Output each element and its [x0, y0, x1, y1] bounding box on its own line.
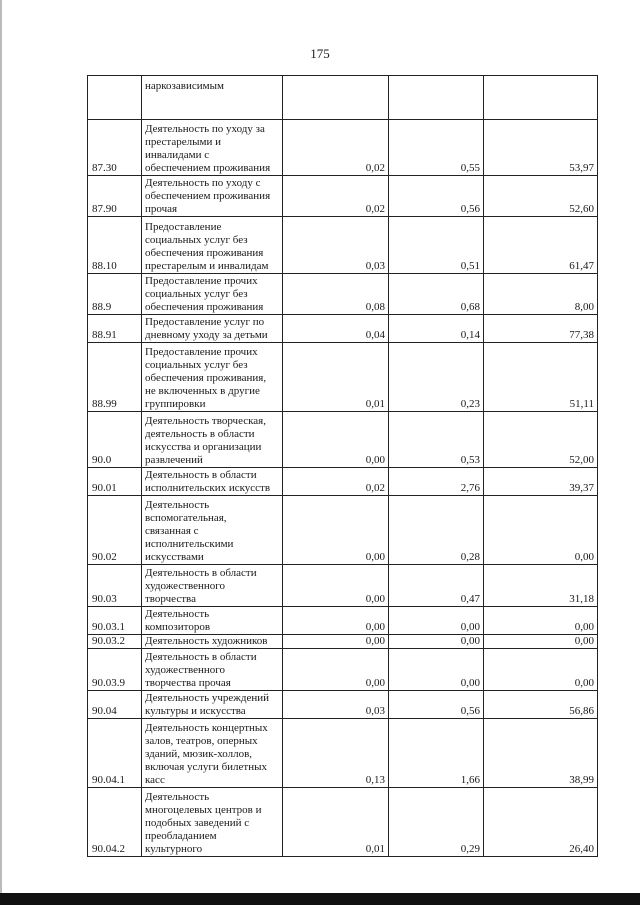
value-cell-1: 0,02	[283, 468, 389, 496]
scan-bottom-bar	[0, 893, 640, 905]
code-cell: 88.99	[88, 343, 142, 412]
code-cell: 88.9	[88, 274, 142, 315]
value-cell-3: 51,11	[484, 343, 598, 412]
value-cell-3: 0,00	[484, 649, 598, 691]
table-row	[88, 120, 598, 176]
table-row	[88, 412, 598, 468]
value-cell-3: 52,00	[484, 412, 598, 468]
value-cell-2: 0,14	[389, 315, 484, 343]
name-cell: наркозависимым	[142, 76, 283, 120]
value-cell-2: 1,66	[389, 719, 484, 788]
scan-left-edge	[0, 0, 2, 905]
value-cell-3: 31,18	[484, 565, 598, 607]
table-row	[88, 343, 598, 412]
value-cell-1: 0,03	[283, 217, 389, 274]
code-cell: 90.02	[88, 496, 142, 565]
value-cell-2: 0,56	[389, 176, 484, 217]
name-cell: Предоставление социальных услуг без обеспечения проживания престарелым и инвалидам	[142, 217, 283, 274]
value-cell-2: 0,29	[389, 788, 484, 857]
name-cell: Деятельность вспомогательная, связанная с исполнительскими искусствами	[142, 496, 283, 565]
name-cell: Деятельность художников	[142, 635, 283, 649]
table-row	[88, 788, 598, 857]
name-cell: Деятельность по уходу за престарелыми и инвалидами с обеспечением проживания	[142, 120, 283, 176]
table-row	[88, 565, 598, 607]
name-cell: Деятельность композиторов	[142, 607, 283, 635]
table-row	[88, 691, 598, 719]
value-cell-3: 56,86	[484, 691, 598, 719]
value-cell-1: 0,00	[283, 649, 389, 691]
code-cell: 90.03.1	[88, 607, 142, 635]
value-cell-2: 0,23	[389, 343, 484, 412]
name-cell: Деятельность творческая, деятельность в области искусства и организации развлечений	[142, 412, 283, 468]
code-cell: 90.03.9	[88, 649, 142, 691]
table-row	[88, 607, 598, 635]
table-row	[88, 496, 598, 565]
value-cell-3	[484, 76, 598, 120]
code-cell: 90.04	[88, 691, 142, 719]
code-cell: 90.04.2	[88, 788, 142, 857]
value-cell-2: 0,53	[389, 412, 484, 468]
name-cell: Предоставление прочих социальных услуг без обеспечения проживания	[142, 274, 283, 315]
value-cell-2: 0,28	[389, 496, 484, 565]
value-cell-1: 0,00	[283, 607, 389, 635]
table-row	[88, 719, 598, 788]
page-number: 175	[310, 46, 330, 61]
table-row	[88, 315, 598, 343]
value-cell-1: 0,01	[283, 343, 389, 412]
name-cell: Деятельность в области художественного творчества	[142, 565, 283, 607]
table-row	[88, 649, 598, 691]
value-cell-3: 0,00	[484, 635, 598, 649]
value-cell-2: 0,00	[389, 635, 484, 649]
value-cell-2: 0,55	[389, 120, 484, 176]
value-cell-1: 0,08	[283, 274, 389, 315]
value-cell-3: 26,40	[484, 788, 598, 857]
value-cell-1: 0,03	[283, 691, 389, 719]
table-row	[88, 274, 598, 315]
name-cell: Предоставление услуг по дневному уходу за детьми	[142, 315, 283, 343]
value-cell-1: 0,00	[283, 412, 389, 468]
code-cell: 90.03.2	[88, 635, 142, 649]
table-row	[88, 635, 598, 649]
code-cell: 88.91	[88, 315, 142, 343]
value-cell-3: 38,99	[484, 719, 598, 788]
value-cell-1: 0,01	[283, 788, 389, 857]
value-cell-3: 77,38	[484, 315, 598, 343]
value-cell-3: 61,47	[484, 217, 598, 274]
code-cell	[88, 76, 142, 120]
value-cell-2: 0,68	[389, 274, 484, 315]
value-cell-1: 0,13	[283, 719, 389, 788]
value-cell-1: 0,00	[283, 496, 389, 565]
table-row	[88, 76, 598, 120]
code-cell: 90.01	[88, 468, 142, 496]
name-cell: Предоставление прочих социальных услуг без обеспечения проживания, не включенных в другие группировки	[142, 343, 283, 412]
value-cell-2: 2,76	[389, 468, 484, 496]
value-cell-3: 39,37	[484, 468, 598, 496]
data-table	[87, 75, 598, 857]
name-cell: Деятельность в области художественного творчества прочая	[142, 649, 283, 691]
value-cell-3: 52,60	[484, 176, 598, 217]
value-cell-3: 8,00	[484, 274, 598, 315]
code-cell: 90.0	[88, 412, 142, 468]
value-cell-2: 0,00	[389, 607, 484, 635]
code-cell: 90.03	[88, 565, 142, 607]
value-cell-1: 0,00	[283, 635, 389, 649]
value-cell-2: 0,56	[389, 691, 484, 719]
code-cell: 88.10	[88, 217, 142, 274]
value-cell-3: 53,97	[484, 120, 598, 176]
name-cell: Деятельность в области исполнительских искусств	[142, 468, 283, 496]
code-cell: 87.90	[88, 176, 142, 217]
value-cell-2: 0,00	[389, 649, 484, 691]
value-cell-2: 0,51	[389, 217, 484, 274]
name-cell: Деятельность по уходу с обеспечением проживания прочая	[142, 176, 283, 217]
table-row	[88, 468, 598, 496]
value-cell-2: 0,47	[389, 565, 484, 607]
value-cell-1: 0,02	[283, 176, 389, 217]
value-cell-1: 0,02	[283, 120, 389, 176]
value-cell-1	[283, 76, 389, 120]
value-cell-1: 0,00	[283, 565, 389, 607]
table-row	[88, 176, 598, 217]
code-cell: 90.04.1	[88, 719, 142, 788]
table-row	[88, 217, 598, 274]
name-cell: Деятельность многоцелевых центров и подобных заведений с преобладанием культурного	[142, 788, 283, 857]
code-cell: 87.30	[88, 120, 142, 176]
value-cell-1: 0,04	[283, 315, 389, 343]
name-cell: Деятельность учреждений культуры и искусства	[142, 691, 283, 719]
name-cell: Деятельность концертных залов, театров, оперных зданий, мюзик-холлов, включая услуги билетных касс	[142, 719, 283, 788]
value-cell-2	[389, 76, 484, 120]
value-cell-3: 0,00	[484, 496, 598, 565]
value-cell-3: 0,00	[484, 607, 598, 635]
table-body	[88, 76, 598, 857]
